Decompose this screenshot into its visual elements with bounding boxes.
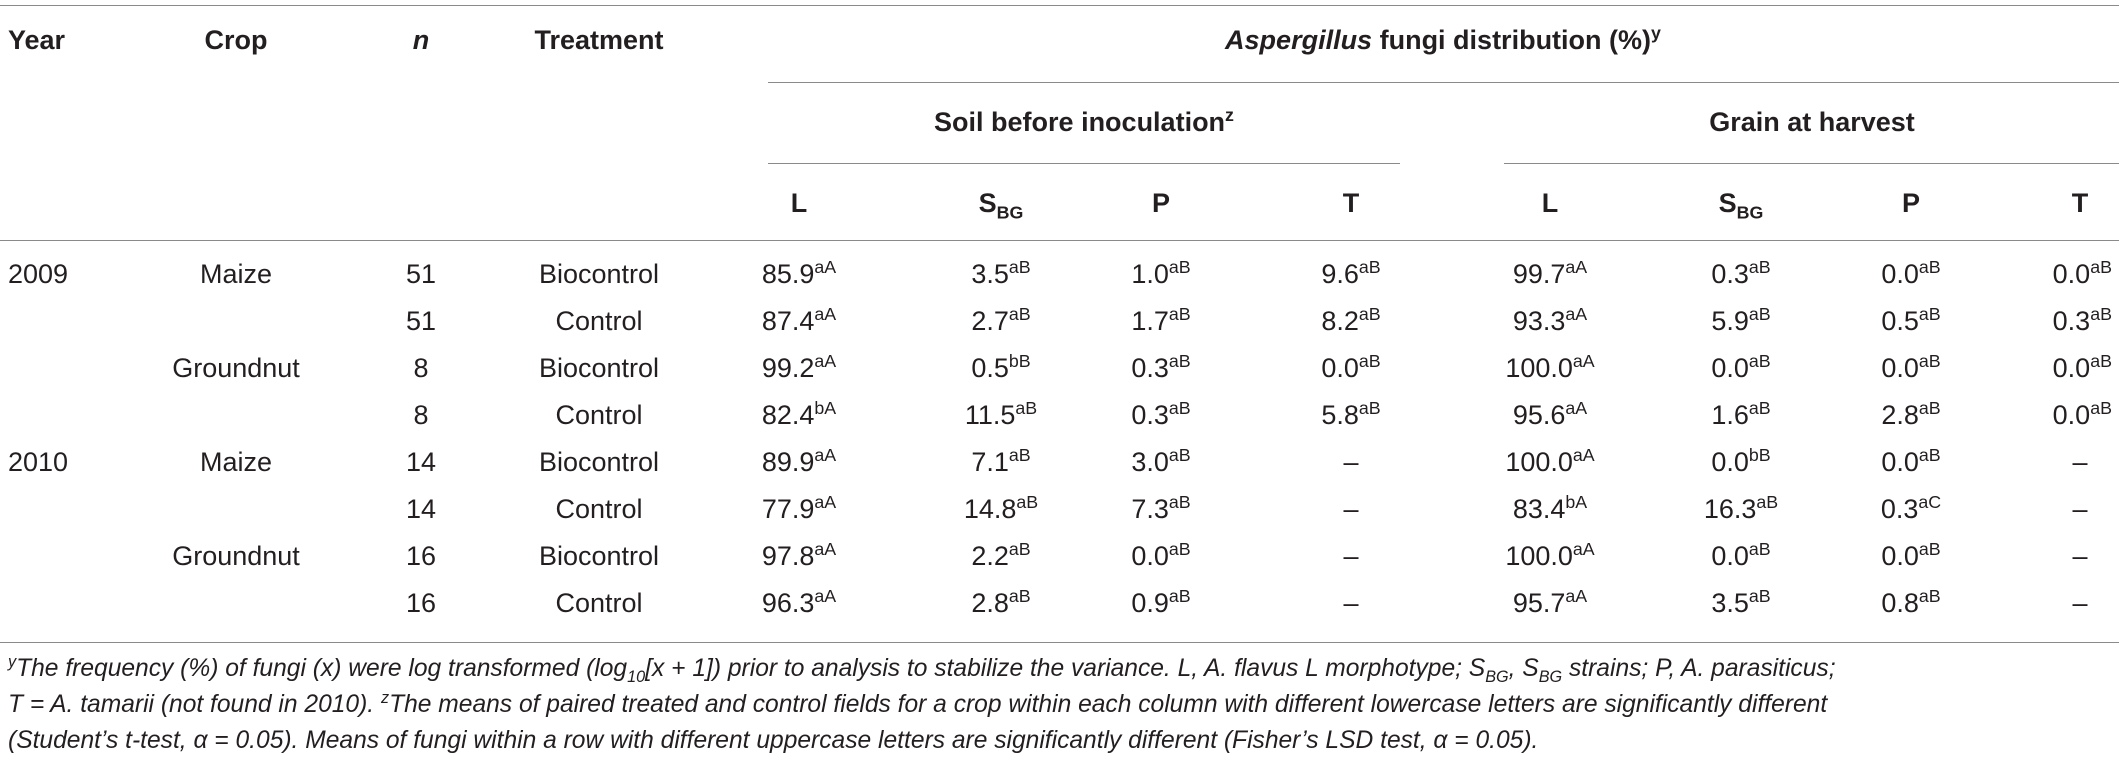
cell-value: $2.8^{aB}$ [971,586,1031,618]
cell-value: $14.8^{aB}$ [963,492,1039,524]
cell-crop: Groundnut [172,353,300,383]
header-treatment: Treatment [534,25,664,55]
cell-n: 8 [413,400,429,430]
cell-value: $97.8^{aA}$ [761,539,837,571]
subheader-soil-t: T [1342,188,1360,218]
cell-treatment: Biocontrol [538,541,660,571]
cell-value: $0.0^{aB}$ [1881,539,1941,571]
cell-value: $0.0^{aB}$ [1711,539,1771,571]
cell-value: – [1343,588,1359,618]
cell-value: $0.9^{aB}$ [1131,586,1191,618]
cell-value: $0.5^{aB}$ [1881,304,1941,336]
cell-value: $99.7^{aA}$ [1512,257,1588,289]
header-n: n [412,25,430,55]
cell-value: $93.3^{aA}$ [1512,304,1588,336]
cell-value: $0.3^{aB}$ [2052,304,2112,336]
cell-value: $2.2^{aB}$ [971,539,1031,571]
cell-value: $0.3^{aB}$ [1131,398,1191,430]
cell-value: $0.3^{aB}$ [1711,257,1771,289]
header-year: Year [8,25,66,55]
cell-year: 2009 [8,259,69,289]
cell-value: $9.6^{aB}$ [1321,257,1381,289]
subheader-soil-p: P [1151,188,1171,218]
cell-value: $0.0^{aB}$ [1881,351,1941,383]
cell-value: $3.5^{aB}$ [971,257,1031,289]
footnote-line-3: (Student’s t-test, α = 0.05). Means of fungi within a row with different uppercase letters are significantly different (Fisher’s LSD test, α = 0.05). [8,727,1539,754]
cell-value: – [2072,588,2088,618]
cell-value: $100.0^{aA}$ [1505,351,1595,383]
cell-crop: Maize [199,259,273,289]
cell-n: 16 [405,588,437,618]
cell-value: $89.9^{aA}$ [761,445,837,477]
cell-value: $0.0^{aB}$ [1321,351,1381,383]
cell-treatment: Biocontrol [538,447,660,477]
footnote-line-1: $^y$The frequency (%) of fungi (x) were log transformed $(\log_{10}[x + 1])$ prior to analysis to stabilize the variance. L, A. flavus L morphotype; $S_{BG}$, $S_{BG}$ strains; P, A. parasiticus; [8,652,1836,686]
cell-value: $85.9^{aA}$ [761,257,837,289]
cell-value: – [2072,541,2088,571]
table-bottom-rule [0,642,2119,643]
cell-n: 14 [405,447,437,477]
cell-value: $77.9^{aA}$ [761,492,837,524]
cell-value: – [1343,447,1359,477]
group-rule [768,82,2119,83]
subheader-grain-t: T [2071,188,2089,218]
soil-rule [768,163,1400,164]
subheader-grain-p: P [1901,188,1921,218]
footnote-line-2: T = A. tamarii (not found in 2010). $^z$The means of paired treated and control fields for a crop within each column with different lowercase letters are significantly different [8,688,1828,718]
cell-value: $0.0^{aB}$ [2052,351,2112,383]
cell-value: $0.0^{aB}$ [1131,539,1191,571]
cell-value: $5.8^{aB}$ [1321,398,1381,430]
subheader-grain-sbg: $S_{BG}$ [1718,188,1764,223]
cell-value: – [1343,541,1359,571]
cell-value: $16.3^{aB}$ [1703,492,1779,524]
cell-value: $100.0^{aA}$ [1505,539,1595,571]
header-soil-before-inoculation: Soil before inoculation$^z$ [934,105,1234,137]
cell-value: $0.0^{aB}$ [1881,257,1941,289]
cell-value: $2.8^{aB}$ [1881,398,1941,430]
cell-value: $83.4^{bA}$ [1512,492,1588,524]
cell-n: 8 [413,353,429,383]
cell-value: $1.7^{aB}$ [1131,304,1191,336]
cell-crop: Groundnut [172,541,300,571]
cell-value: $0.0^{aB}$ [1881,445,1941,477]
cell-treatment: Control [555,588,643,618]
subheader-grain-l: L [1541,188,1559,218]
cell-value: $5.9^{aB}$ [1711,304,1771,336]
cell-n: 51 [405,306,437,336]
cell-value: $1.0^{aB}$ [1131,257,1191,289]
cell-value: $100.0^{aA}$ [1505,445,1595,477]
header-grain-at-harvest: Grain at harvest [1709,107,1915,137]
cell-treatment: Biocontrol [538,353,660,383]
cell-value: $2.7^{aB}$ [971,304,1031,336]
cell-treatment: Control [555,400,643,430]
cell-value: $99.2^{aA}$ [761,351,837,383]
cell-value: $96.3^{aA}$ [761,586,837,618]
cell-crop: Maize [199,447,273,477]
cell-value: $0.0^{aB}$ [2052,257,2112,289]
cell-value: $82.4^{bA}$ [761,398,837,430]
cell-value: $0.8^{aB}$ [1881,586,1941,618]
cell-value: $11.5^{aB}$ [964,398,1038,430]
cell-value: $0.5^{bB}$ [971,351,1031,383]
cell-value: $0.0^{aB}$ [2052,398,2112,430]
grain-rule [1504,163,2119,164]
cell-value: $0.0^{aB}$ [1711,351,1771,383]
header-crop: Crop [204,25,268,55]
cell-value: $7.1^{aB}$ [971,445,1031,477]
cell-value: $95.6^{aA}$ [1512,398,1588,430]
header-fungi-distribution: Aspergillus fungi distribution (%)$^y$ [1225,23,1661,55]
top-rule [0,5,2119,6]
subheader-soil-sbg: $S_{BG}$ [978,188,1024,223]
cell-value: $0.0^{bB}$ [1711,445,1771,477]
cell-n: 14 [405,494,437,524]
cell-value: $1.6^{aB}$ [1711,398,1771,430]
cell-value: – [2072,447,2088,477]
cell-value: $0.3^{aB}$ [1131,351,1191,383]
cell-treatment: Biocontrol [538,259,660,289]
cell-value: $3.0^{aB}$ [1131,445,1191,477]
cell-value: $95.7^{aA}$ [1512,586,1588,618]
cell-n: 16 [405,541,437,571]
cell-value: – [2072,494,2088,524]
cell-value: $0.3^{aC}$ [1880,492,1942,524]
cell-value: $7.3^{aB}$ [1131,492,1191,524]
cell-value: $87.4^{aA}$ [761,304,837,336]
header-bottom-rule [0,240,2119,241]
cell-treatment: Control [555,306,643,336]
cell-value: $3.5^{aB}$ [1711,586,1771,618]
cell-treatment: Control [555,494,643,524]
subheader-soil-l: L [790,188,808,218]
cell-value: – [1343,494,1359,524]
cell-n: 51 [405,259,437,289]
cell-year: 2010 [8,447,69,477]
cell-value: $8.2^{aB}$ [1321,304,1381,336]
